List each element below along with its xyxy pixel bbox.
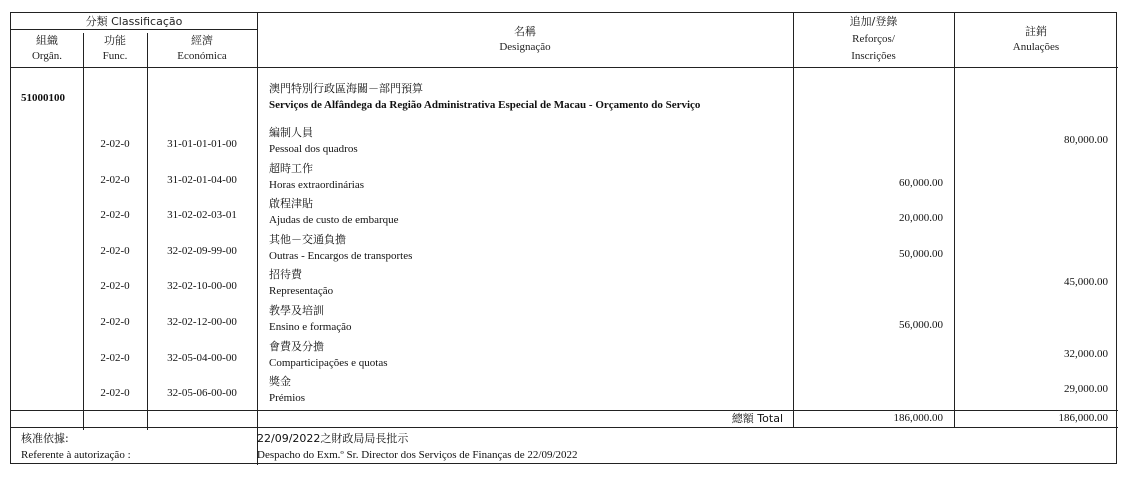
row-name-pt: Horas extraordinárias — [269, 179, 364, 191]
row-name-zh: 啟程津貼 — [269, 197, 313, 210]
row-name-zh: 會費及分擔 — [269, 340, 324, 353]
row-functional-code: 2-02-0 — [100, 174, 130, 186]
col-divider — [954, 13, 955, 427]
total-reforcos: 186,000.00 — [893, 412, 943, 424]
col-divider — [257, 13, 258, 465]
total-divider — [11, 410, 1118, 411]
classification-divider — [11, 29, 257, 30]
anulacoes-header-pt: Anulações — [1012, 41, 1060, 53]
row-name-pt: Prémios — [269, 392, 306, 404]
reforcos-header-pt1: Reforços/ — [852, 33, 895, 45]
row-economic-code: 32-02-09-99-00 — [167, 245, 237, 257]
row-functional-code: 2-02-0 — [100, 280, 130, 292]
row-economic-code: 32-05-04-00-00 — [167, 352, 237, 364]
row-economic-code: 31-02-02-03-01 — [167, 209, 237, 221]
row-anulacao: 29,000.00 — [1064, 383, 1108, 395]
row-functional-code: 2-02-0 — [100, 138, 130, 150]
row-functional-code: 2-02-0 — [100, 316, 130, 328]
row-name-pt: Ajudas de custo de embarque — [269, 214, 399, 226]
row-functional-code: 2-02-0 — [100, 245, 130, 257]
row-name-zh: 超時工作 — [269, 162, 313, 175]
row-anulacao: 80,000.00 — [1064, 134, 1108, 146]
economica-header-pt: Económica — [177, 50, 227, 62]
header-divider — [11, 67, 1118, 68]
organica-header-zh: 組織 — [36, 34, 58, 47]
authorization-text-pt: Despacho do Exm.º Sr. Director dos Serviços de Finanças de 22/09/2022 — [257, 449, 578, 461]
reforcos-header-pt2: Inscrições — [851, 50, 896, 62]
row-functional-code: 2-02-0 — [100, 209, 130, 221]
row-economic-code: 31-01-01-01-00 — [167, 138, 237, 150]
row-name-zh: 招待費 — [269, 268, 302, 281]
funcional-header-pt: Func. — [102, 50, 128, 62]
authorization-text-zh: 22/09/2022之財政局局長批示 — [257, 432, 409, 445]
row-name-pt: Comparticipações e quotas — [269, 357, 388, 369]
department-name-zh: 澳門特別行政區海關－部門預算 — [269, 82, 423, 95]
row-name-zh: 編制人員 — [269, 126, 313, 139]
footer-divider — [11, 427, 1118, 428]
row-functional-code: 2-02-0 — [100, 387, 130, 399]
row-functional-code: 2-02-0 — [100, 352, 130, 364]
classification-header: 分類 Classificação — [85, 15, 183, 28]
funcional-header-zh: 功能 — [104, 34, 126, 47]
row-anulacao: 45,000.00 — [1064, 276, 1108, 288]
row-economic-code: 31-02-01-04-00 — [167, 174, 237, 186]
total-label: 總額 Total — [731, 412, 783, 425]
row-reforco: 56,000.00 — [899, 319, 943, 331]
row-name-pt: Outras - Encargos de transportes — [269, 250, 413, 262]
total-anulacoes: 186,000.00 — [1058, 412, 1108, 424]
row-name-zh: 獎金 — [269, 375, 291, 388]
row-name-pt: Pessoal dos quadros — [269, 143, 358, 155]
row-name-pt: Ensino e formação — [269, 321, 352, 333]
department-code: 51000100 — [21, 92, 65, 104]
row-economic-code: 32-02-10-00-00 — [167, 280, 237, 292]
budget-table — [10, 12, 1117, 464]
organica-header-pt: Orgân. — [31, 50, 63, 62]
designacao-header-zh: 名稱 — [514, 25, 536, 38]
authorization-label-zh: 核准依據: — [21, 432, 69, 445]
row-name-zh: 教學及培訓 — [269, 304, 324, 317]
row-anulacao: 32,000.00 — [1064, 348, 1108, 360]
row-economic-code: 32-02-12-00-00 — [167, 316, 237, 328]
reforcos-header-zh: 追加/登錄 — [849, 15, 898, 28]
department-name-pt: Serviços de Alfândega da Região Administrativa Especial de Macau - Orçamento do Serviço — [269, 99, 701, 111]
row-name-zh: 其他－交通負擔 — [269, 233, 346, 246]
row-name-pt: Representação — [269, 285, 334, 297]
economica-header-zh: 經濟 — [191, 34, 213, 47]
row-reforco: 60,000.00 — [899, 177, 943, 189]
row-economic-code: 32-05-06-00-00 — [167, 387, 237, 399]
row-reforco: 20,000.00 — [899, 212, 943, 224]
designacao-header-pt: Designação — [499, 41, 551, 53]
col-divider — [83, 33, 84, 430]
row-reforco: 50,000.00 — [899, 248, 943, 260]
authorization-label-pt: Referente à autorização : — [21, 449, 131, 461]
anulacoes-header-zh: 註銷 — [1025, 25, 1047, 38]
col-divider — [147, 33, 148, 430]
